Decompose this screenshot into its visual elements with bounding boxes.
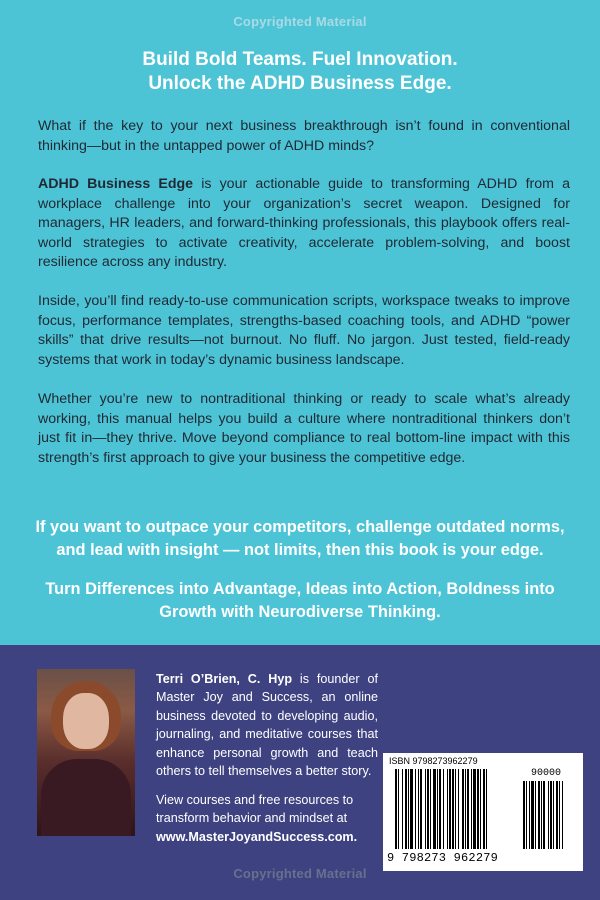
courses-text: View courses and free resources to transform behavior and mindset at: [156, 793, 354, 826]
barcode-bar: [430, 769, 431, 849]
addon-bar: [526, 781, 527, 849]
barcode-bar: [452, 769, 454, 849]
barcode-bar: [395, 769, 397, 849]
isbn-barcode: [383, 753, 583, 871]
addon-bar: [538, 781, 540, 849]
author-bio: [156, 670, 378, 780]
barcode-bar: [418, 769, 419, 849]
author-photo: [37, 669, 135, 836]
barcode-bar: [433, 769, 436, 849]
author-name: Terri O’Brien, C. Hyp: [156, 672, 293, 686]
barcode-bar: [420, 769, 422, 849]
price-code: 90000: [531, 768, 562, 779]
barcode-bar: [398, 769, 399, 849]
copyright-watermark-bottom: Copyrighted Material: [233, 866, 367, 881]
isbn-label: ISBN 9798273962279: [389, 756, 478, 766]
addon-bar: [535, 781, 536, 849]
barcode-bar: [473, 769, 476, 849]
addon-bar: [562, 781, 563, 849]
author-photo-body: [41, 759, 131, 836]
addon-bar: [531, 781, 534, 849]
barcode-bar: [443, 769, 444, 849]
barcode-bar: [408, 769, 409, 849]
barcode-bar: [465, 769, 466, 849]
barcode-bar: [427, 769, 429, 849]
addon-bar: [556, 781, 558, 849]
call-to-action-1: If you want to outpace your competitors, challenge outdated norms, and lead with insight — not limits, then this book is your edge.: [35, 518, 565, 559]
barcode-bar: [467, 769, 469, 849]
barcode-bar: [480, 769, 481, 849]
barcode-bar: [439, 769, 441, 849]
barcode-bar: [415, 769, 416, 849]
addon-bar: [553, 781, 554, 849]
ean-digits: 9 798273 962279: [387, 851, 499, 865]
barcode-bar: [425, 769, 426, 849]
author-website: www.MasterJoyandSuccess.com.: [156, 829, 358, 844]
barcode-bar: [410, 769, 413, 849]
barcode-bar: [462, 769, 464, 849]
headline-line-2: Unlock the ADHD Business Edge.: [148, 73, 452, 94]
barcode-bar: [458, 769, 459, 849]
addon-bar: [541, 781, 542, 849]
addon-bar: [548, 781, 549, 849]
barcode-bar: [449, 769, 451, 849]
author-photo-face: [63, 693, 109, 749]
addon-bar: [550, 781, 552, 849]
author-bio-text: is founder of Master Joy and Success, an online business devoted to developing audio, journaling, and meditative courses that enhance personal growth and teach others to tell themselves a better story.: [156, 672, 378, 779]
barcode-bar: [486, 769, 487, 849]
author-links: [156, 791, 396, 846]
addon-bar: [543, 781, 545, 849]
description-paragraph: [38, 175, 570, 273]
copyright-watermark-top: Copyrighted Material: [233, 14, 367, 29]
barcode-bar: [483, 769, 485, 849]
barcode-bar: [455, 769, 456, 849]
addon-bar: [523, 781, 525, 849]
headline: [0, 48, 600, 96]
barcode-bar: [447, 769, 448, 849]
intro-paragraph: What if the key to your next business breakthrough isn’t found in conventional thinking—but in the untapped power of ADHD minds?: [38, 118, 570, 154]
book-title-inline: ADHD Business Edge: [38, 176, 194, 192]
addon-bar: [529, 781, 530, 849]
headline-line-1: Build Bold Teams. Fuel Innovation.: [142, 49, 458, 70]
barcode-bar: [471, 769, 472, 849]
barcode-bar: [402, 769, 403, 849]
barcode-bar: [405, 769, 407, 849]
addon-bar: [559, 781, 560, 849]
description-text: is your actionable guide to transforming ADHD from a workplace challenge into your organization’s secret weapon. Designed for managers, HR leaders, and forward-thinking professionals, this playbook offers real-world strategies to activate creativity, accelerate problem-solving, and boost resilience across any industry.: [38, 176, 570, 271]
barcode-bar: [437, 769, 438, 849]
inside-paragraph: Inside, you’ll find ready-to-use communication scripts, workspace tweaks to improve focus, performance templates, strengths-based coaching tools, and ADHD “power skills” that drive results—not burnout. No fluff. No jargon. Just tested, field-ready systems that work in today’s dynamic business landscape.: [38, 293, 570, 368]
call-to-action-2: Turn Differences into Advantage, Ideas into Action, Boldness into Growth with Neurodiverse Thinking.: [45, 580, 555, 621]
whether-paragraph: Whether you’re new to nontraditional thinking or ready to scale what’s already working, this manual helps you build a culture where nontraditional thinkers don’t just fit in—they thrive. Move beyond compliance to real bottom-line impact with this strength’s first approach to give your business the competitive edge.: [38, 391, 570, 466]
barcode-bar: [477, 769, 479, 849]
